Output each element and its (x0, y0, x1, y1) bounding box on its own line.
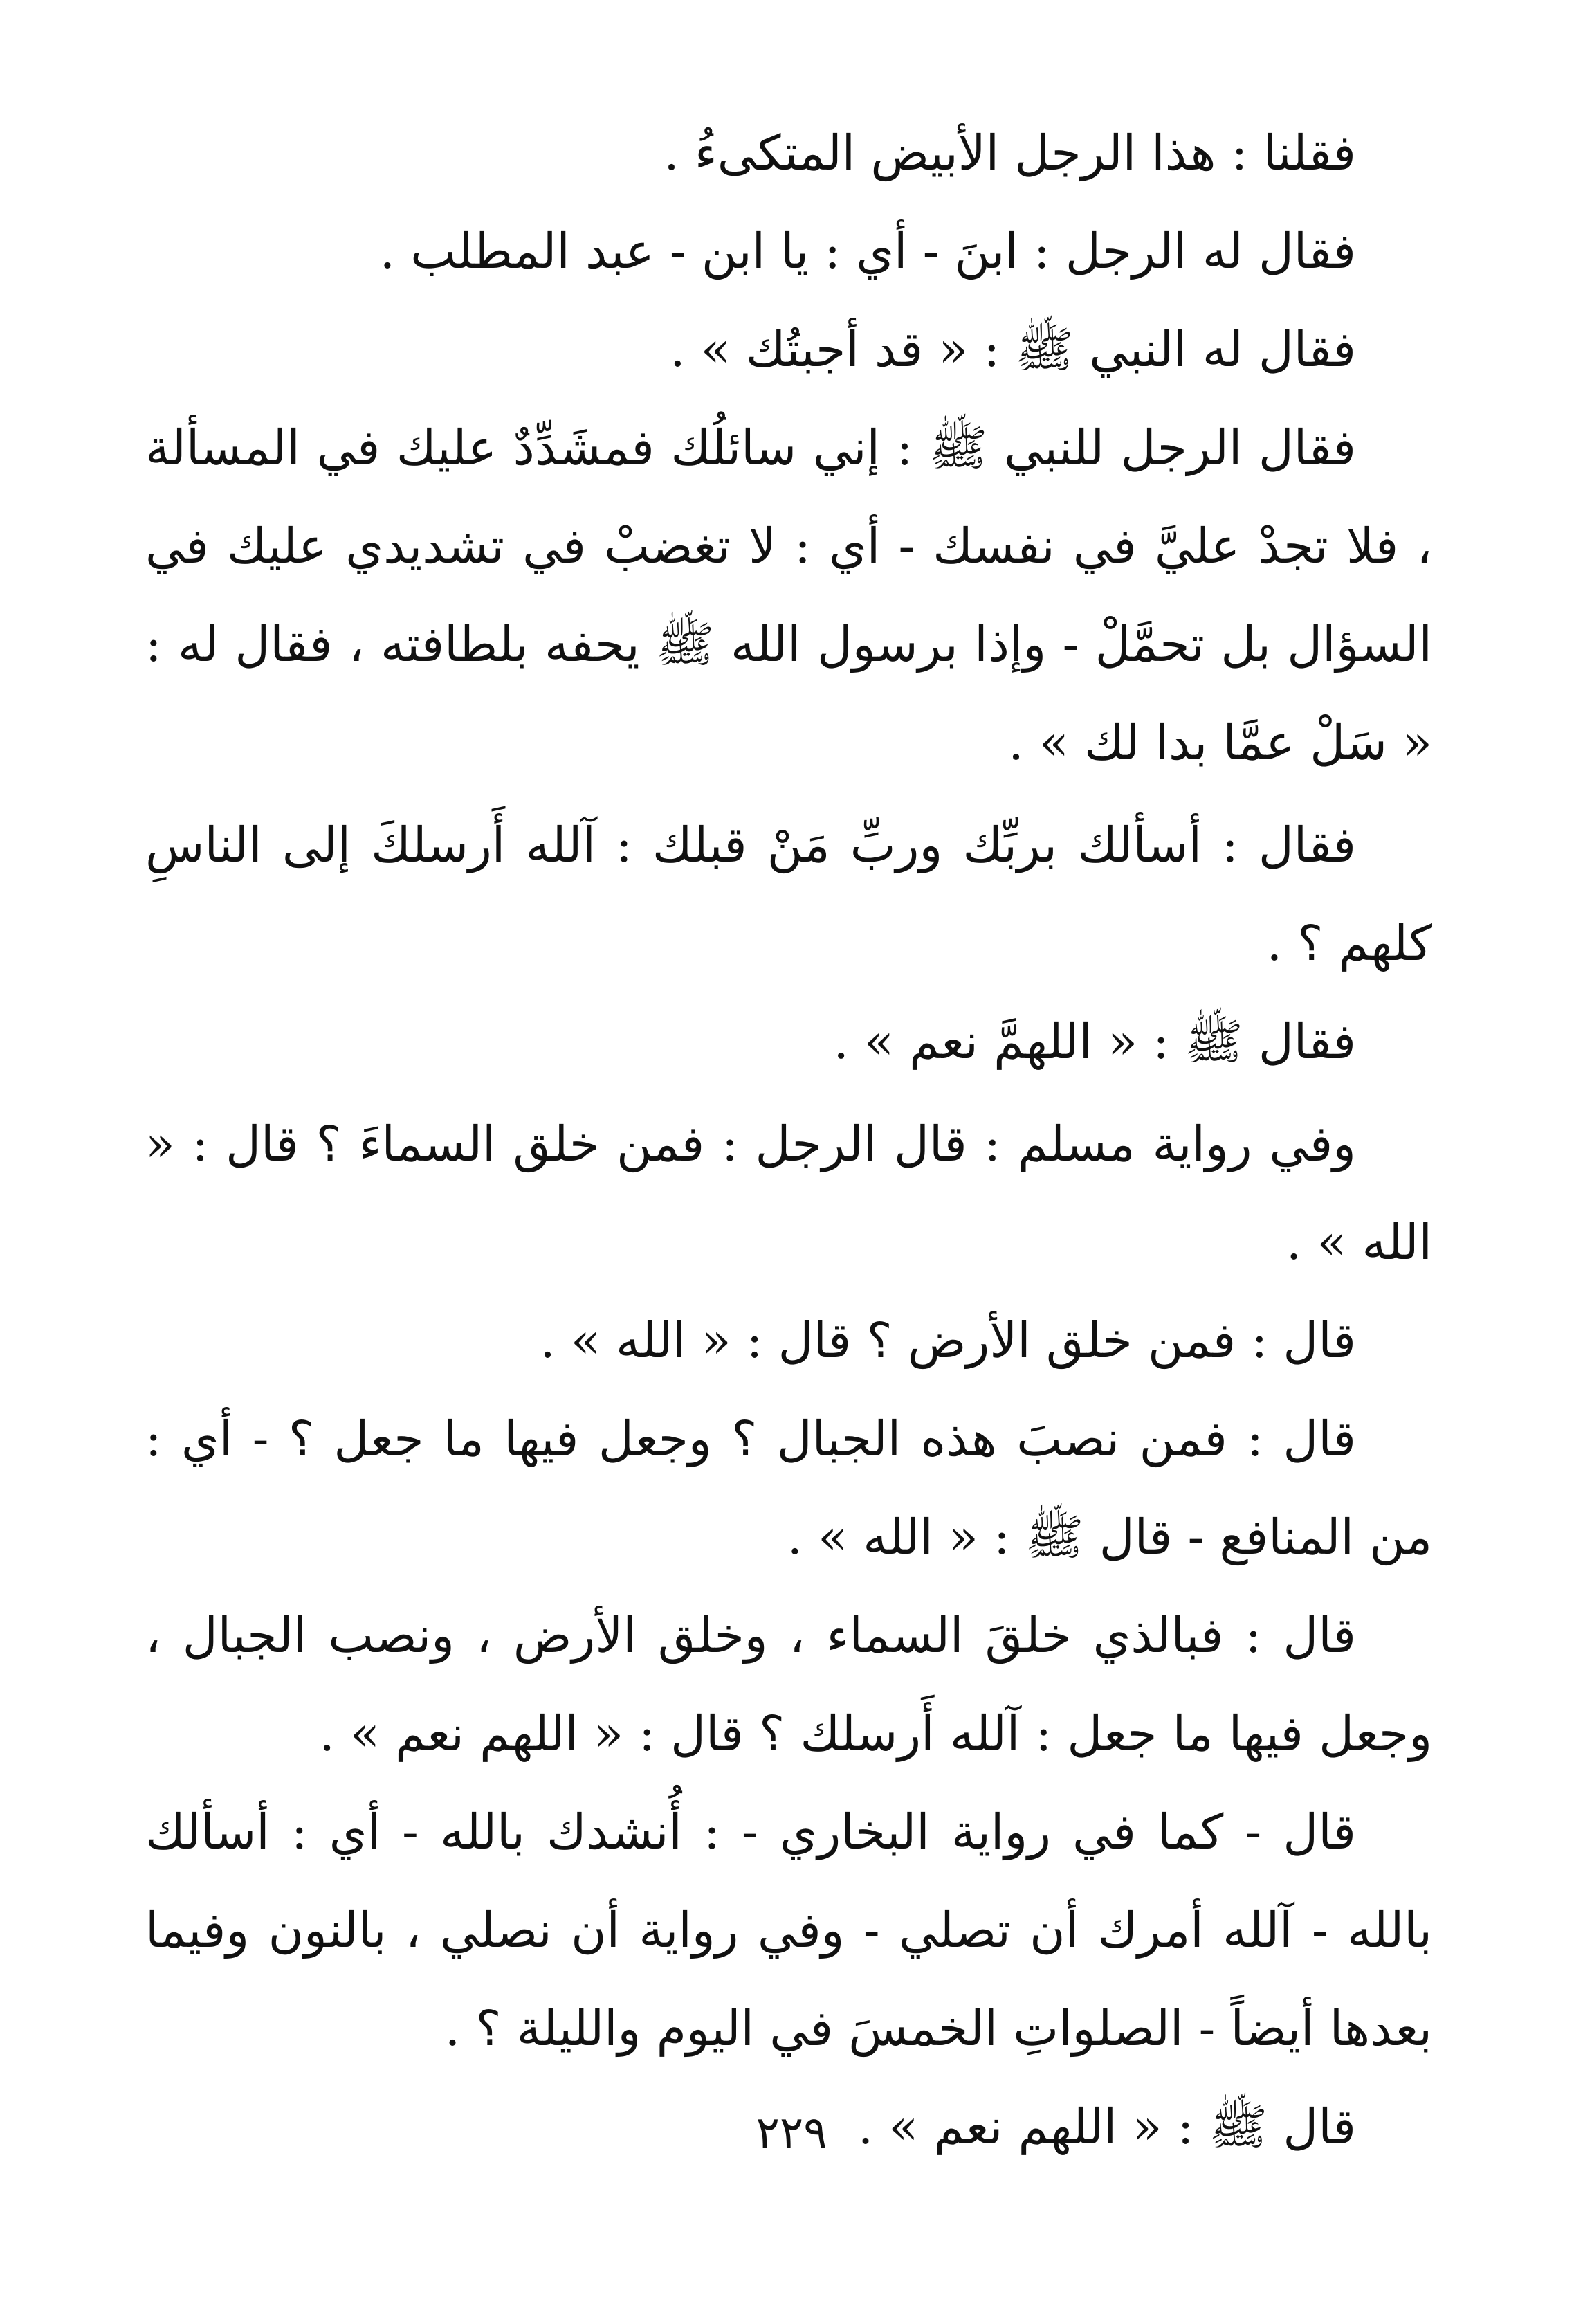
paragraph-7: وفي رواية مسلم : قال الرجل : فمن خلق السماءَ ؟ قال : « الله » . (145, 1116, 1432, 1271)
paragraph-6: فقال ﷺ : « اللهمَّ نعم » . (833, 1013, 1356, 1070)
paragraph-4: فقال الرجل للنبي ﷺ : إني سائلُك فمشَدِّدٌ عليك في المسألة ، فلا تجدْ عليَّ في نفسك - أي : لا تغضبْ في تشديدي عليك في السؤال بل تحمَّلْ - وإذا برسول الله ﷺ يحفه بلطافته ، فقال له : « سَلْ عمَّا بدا لك » . (145, 419, 1432, 771)
paragraph-1: فقلنا : هذا الرجل الأبيض المتكىءُ . (664, 125, 1356, 181)
page-body (145, 104, 1432, 2215)
paragraph-5: فقال : أسألك بربِّك وربِّ مَنْ قبلك : آلله أَرسلكَ إلى الناسِ كلهم ؟ . (145, 817, 1432, 972)
paragraph-12: قال ﷺ : « اللهم نعم » . (857, 2098, 1356, 2155)
paragraph-3: فقال له النبي ﷺ : « قد أجبتُك » . (670, 321, 1356, 378)
paragraph-8: قال : فمن خلق الأرض ؟ قال : « الله » . (540, 1312, 1356, 1369)
paragraph-9: قال : فمن نصبَ هذه الجبال ؟ وجعل فيها ما جعل ؟ - أي : من المنافع - قال ﷺ : « الله » . (145, 1410, 1432, 1565)
paragraph-10: قال : فبالذي خلقَ السماء ، وخلق الأرض ، ونصب الجبال ، وجعل فيها ما جعل : آلله أَرسلك ؟ قال : « اللهم نعم » . (145, 1607, 1432, 1762)
paragraph-2: فقال له الرجل : ابنَ - أي : يا ابن - عبد المطلب . (379, 223, 1356, 280)
page-number: ٢٢٩ (756, 2107, 827, 2159)
paragraph-11: قال - كما في رواية البخاري - : أُنشدك بالله - أي : أسألك بالله - آلله أمرك أن تصلي - وفي رواية أن نصلي ، بالنون وفيما بعدها أيضاً - الصلواتِ الخمسَ في اليوم والليلة ؟ . (145, 1804, 1432, 2057)
